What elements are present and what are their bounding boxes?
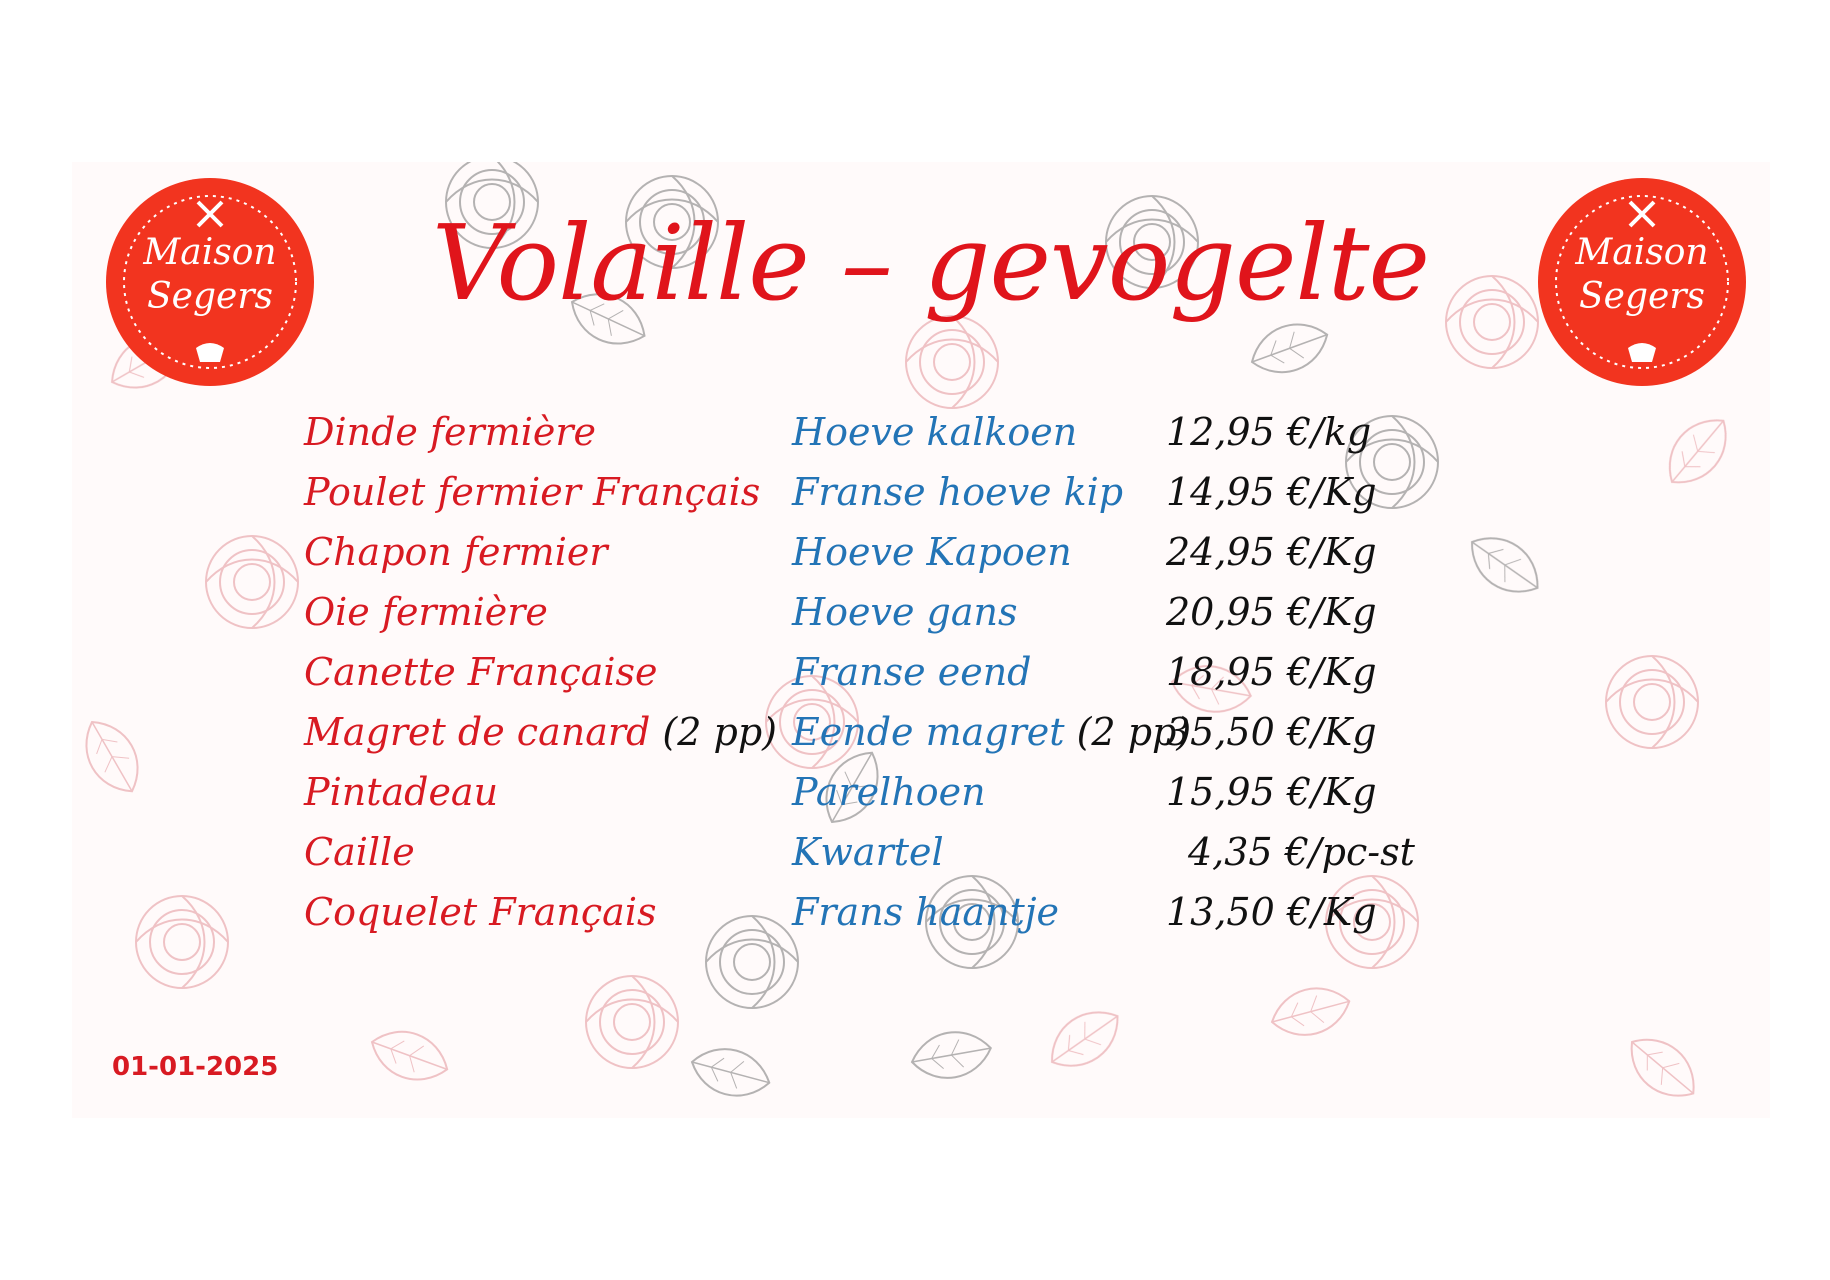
list-item	[304, 702, 1584, 762]
list-item	[304, 462, 1584, 522]
price: 15,95 €/Kg	[1166, 770, 1377, 814]
french-name	[304, 702, 777, 762]
price: 14,95 €/Kg	[1166, 470, 1377, 514]
list-item	[304, 822, 1584, 882]
french-name	[304, 402, 596, 462]
dutch-name	[792, 762, 986, 822]
french-label: Chapon fermier	[304, 530, 608, 574]
french-name	[304, 642, 658, 702]
portion-note: (2 pp)	[1064, 710, 1192, 754]
price: 4,35 €/pc-st	[1188, 830, 1415, 874]
dutch-label: Hoeve Kapoen	[792, 530, 1072, 574]
list-item	[304, 582, 1584, 642]
price: 20,95 €/Kg	[1166, 590, 1377, 634]
dutch-name	[792, 522, 1072, 582]
french-label: Oie fermière	[304, 590, 548, 634]
french-label: Canette Française	[304, 650, 658, 694]
french-name	[304, 522, 608, 582]
dutch-name	[792, 462, 1123, 522]
list-item	[304, 882, 1584, 942]
french-name	[304, 882, 656, 942]
dutch-name	[792, 702, 1191, 762]
dutch-name	[792, 402, 1077, 462]
dutch-label: Frans haantje	[792, 890, 1060, 934]
logo-text-maison: Maison	[143, 232, 277, 273]
logo-text-segers: Segers	[1579, 276, 1705, 317]
dutch-label: Kwartel	[792, 830, 944, 874]
dutch-name	[792, 882, 1059, 942]
french-name	[304, 822, 415, 882]
dutch-label: Hoeve kalkoen	[792, 410, 1078, 454]
dutch-label: Eende magret	[792, 710, 1065, 754]
french-name	[304, 462, 760, 522]
dutch-label: Parelhoen	[792, 770, 986, 814]
portion-note: (2 pp)	[650, 710, 777, 754]
french-label: Dinde fermière	[304, 410, 597, 454]
maison-segers-logo-left	[100, 172, 320, 392]
french-label: Pintadeau	[304, 770, 499, 814]
dutch-name	[792, 582, 1018, 642]
logo-text-maison: Maison	[1575, 232, 1709, 273]
price-list-poster	[72, 162, 1770, 1118]
dutch-name	[792, 822, 944, 882]
french-label: Magret de canard	[304, 710, 651, 754]
list-item	[304, 762, 1584, 822]
french-name	[304, 582, 548, 642]
price: 12,95 €/kg	[1166, 410, 1372, 454]
dutch-label: Franse hoeve kip	[792, 470, 1124, 514]
dutch-name	[792, 642, 1032, 702]
price: 18,95 €/Kg	[1166, 650, 1377, 694]
price: 24,95 €/Kg	[1166, 530, 1377, 574]
page-title: Volaille – gevogelte	[432, 202, 1430, 324]
price: 13,50 €/Kg	[1166, 890, 1377, 934]
list-item	[304, 402, 1584, 462]
dutch-label: Franse eend	[792, 650, 1032, 694]
logo-text-segers: Segers	[147, 276, 273, 317]
french-name	[304, 762, 498, 822]
list-item	[304, 642, 1584, 702]
french-label: Poulet fermier Français	[304, 470, 761, 514]
maison-segers-logo-right	[1532, 172, 1752, 392]
french-label: Caille	[304, 830, 415, 874]
date-stamp: 01-01-2025	[112, 1052, 279, 1082]
list-item	[304, 522, 1584, 582]
price: 35,50 €/Kg	[1166, 710, 1377, 754]
dutch-label: Hoeve gans	[792, 590, 1018, 634]
french-label: Coquelet Français	[304, 890, 657, 934]
